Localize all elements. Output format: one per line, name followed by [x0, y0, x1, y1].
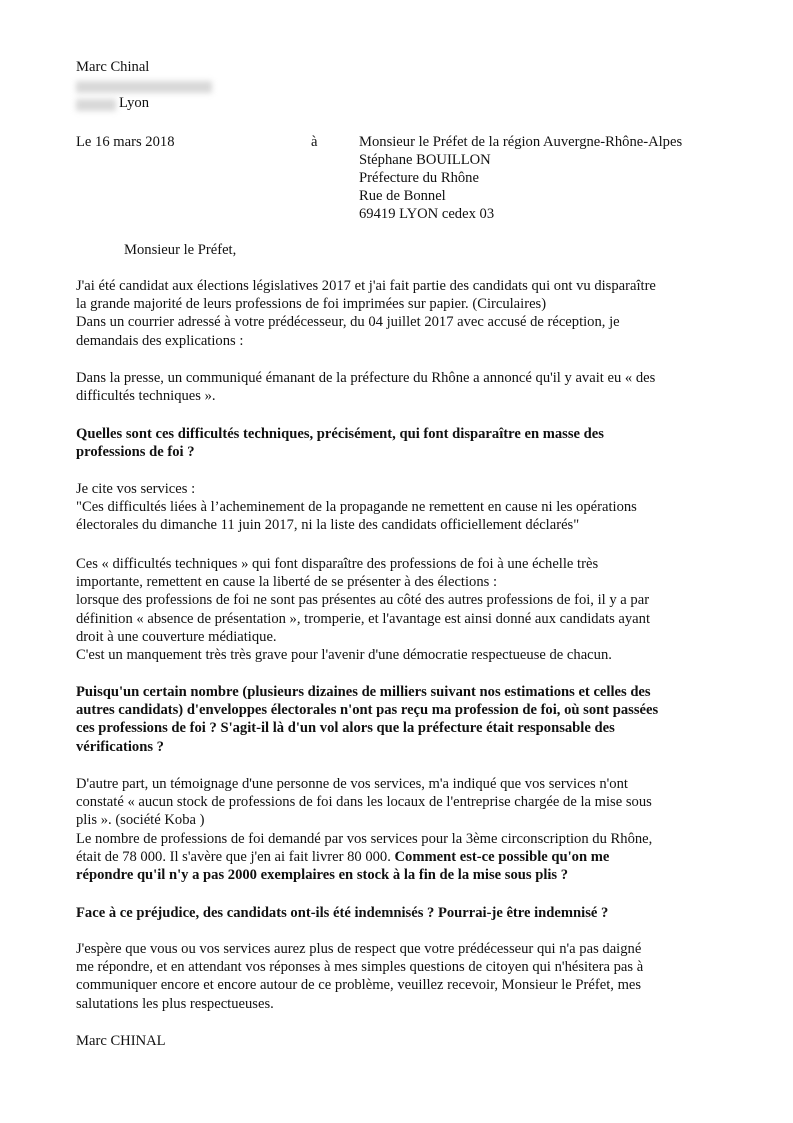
recipient-street: Rue de Bonnel	[359, 188, 446, 204]
delivery-figures-text: était de 78 000. Il s'avère que j'en ai fait livrer 80 000.	[76, 848, 395, 865]
paragraph-consequences: Ces « difficultés techniques » qui font disparaître des professions de foi à une échelle très importante, remettent en cause la liberté de se présenter à des élections : lorsque des professions de foi ne sont pas présentes au côté des autres professions de foi, il y a par définition « absence de présentation », tromperie, et l'avantage est ainsi donné aux candidats ayant droit à une couverture médiatique. C'est un manquement très très grave pour l'avenir d'une démocratie respectueuse de chacun.	[76, 556, 651, 664]
redacted-postal-code	[76, 99, 116, 111]
stock-question-end: répondre qu'il n'y a pas 2000 exemplaires en stock à la fin de la mise sous plis ?	[76, 867, 569, 884]
question-technical-difficulties: Quelles sont ces difficultés techniques, précisément, qui font disparaître en masse des professions de foi ?	[76, 426, 604, 461]
paragraph-intro: J'ai été candidat aux élections législatives 2017 et j'ai fait partie des candidats qui ont vu disparaître la grande majorité de leurs professions de foi imprimées sur papier. (Circulaires) Dans un courrier adressé à votre prédécesseur, du 04 juillet 2017 avec accusé de réception, je demandais des explications :	[76, 278, 656, 349]
recipient-title: Monsieur le Préfet de la région Auvergne-Rhône-Alpes	[359, 134, 683, 150]
to-word: à	[311, 134, 318, 150]
sender-name: Marc Chinal	[76, 59, 150, 75]
recipient-city: 69419 LYON cedex 03	[359, 206, 495, 222]
paragraph-press: Dans la presse, un communiqué émanant de la préfecture du Rhône a annoncé qu'il y avait eu « des difficultés techniques ».	[76, 370, 656, 405]
recipient-office: Préfecture du Rhône	[359, 170, 479, 186]
stock-question-start: Comment est-ce possible qu'on me	[394, 848, 610, 865]
recipient-name: Stéphane BOUILLON	[359, 152, 491, 168]
salutation: Monsieur le Préfet,	[124, 242, 237, 258]
sender-city: Lyon	[119, 95, 149, 111]
question-missing-envelopes: Puisqu'un certain nombre (plusieurs dizaines de milliers suivant nos estimations et celles des autres candidats) d'enveloppes électorales n'ont pas reçu ma profession de foi, où sont passées ces professions de foi ? S'agit-il là d'un vol alors que la préfecture était responsable des vérifications ?	[76, 684, 659, 755]
redacted-street-address	[76, 81, 212, 93]
paragraph-testimony: D'autre part, un témoignage d'une personne de vos services, m'a indiqué que vos services n'ont constaté « aucun stock de professions de foi dans les locaux de l'entreprise chargée de la mise sous plis ». (société Koba ) Le nombre de professions de foi demandé par vos services pour la 3ème circonscription du Rhône, était de 78 000. Il s'avère que j'en ai fait livrer 80 000. Comment est-ce possible qu'on me répondre qu'il n'y a pas 2000 exemplaires en stock à la fin de la mise sous plis ?	[76, 775, 726, 884]
letter-date: Le 16 mars 2018	[76, 134, 175, 150]
question-compensation: Face à ce préjudice, des candidats ont-ils été indemnisés ? Pourrai-je être indemnisé ?	[76, 905, 609, 921]
paragraph-quote: Je cite vos services : "Ces difficultés liées à l’acheminement de la propagande ne remettent en cause ni les opérations électorales du dimanche 11 juin 2017, ni la liste des candidats officiellement déclarés"	[76, 481, 637, 534]
signature: Marc CHINAL	[76, 1033, 166, 1049]
paragraph-closing: J'espère que vous ou vos services aurez plus de respect que votre prédécesseur qui n'a pas daigné me répondre, et en attendant vos réponses à mes simples questions de citoyen qui n'hésitera pas à communiquer encore et encore autour de ce problème, veuillez recevoir, Monsieur le Préfet, mes salutations les plus respectueuses.	[76, 941, 644, 1012]
